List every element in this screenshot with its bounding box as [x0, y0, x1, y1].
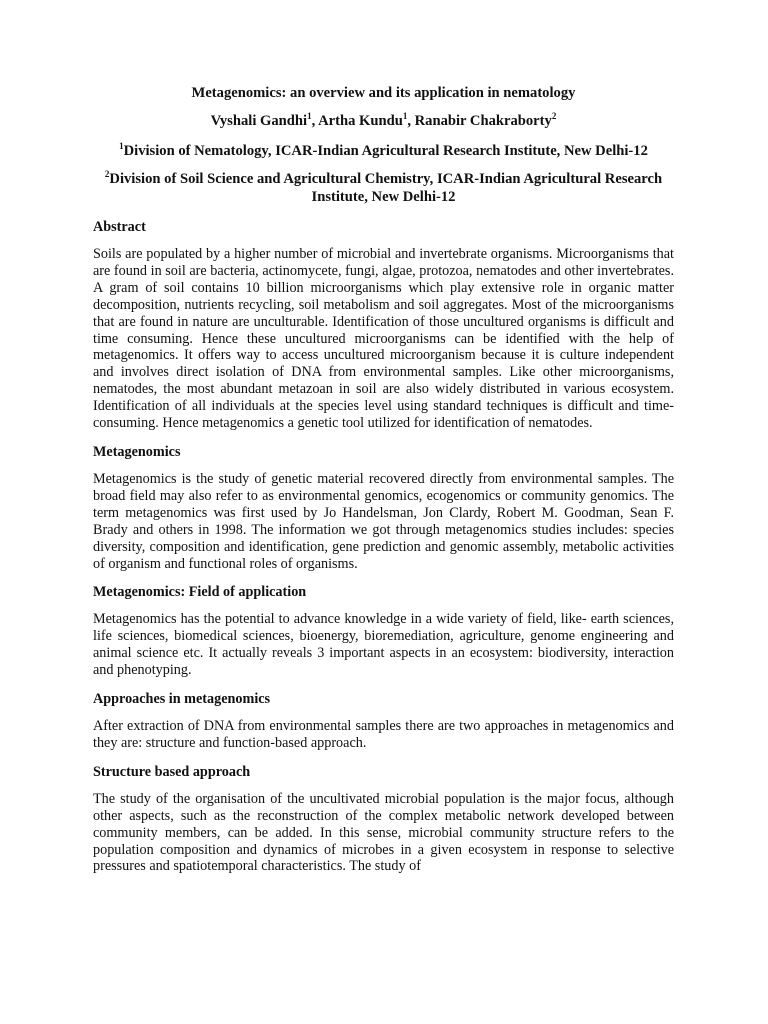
author-name: Vyshali Gandhi	[210, 113, 308, 129]
author-affiliation-mark: 1	[307, 111, 312, 122]
section-heading-structure-based: Structure based approach	[93, 763, 251, 780]
affiliation-2	[93, 170, 674, 206]
affiliation-mark: 1	[119, 141, 124, 152]
section-body-field-of-application: Metagenomics has the potential to advance knowledge in a wide variety of field, like- earth sciences, life sciences, biomedical sciences, bioenergy, bioremediation, agriculture, genome engineering and animal science etc. It actually reveals 3 important aspects in an ecosystem: biodiversity, interaction and phenotyping.	[93, 611, 674, 679]
author-separator: ,	[407, 113, 415, 129]
author-affiliation-mark: 1	[402, 111, 408, 122]
section-body-approaches: After extraction of DNA from environmental samples there are two approaches in metagenomics and they are: structure and function-based approach.	[93, 718, 674, 751]
affiliation-1	[93, 142, 674, 160]
affiliation-text: Division of Soil Science and Agricultural Chemistry, ICAR-Indian Agricultural Research Institute, New Delhi-12	[109, 171, 663, 205]
author-affiliation-mark: 2	[551, 111, 557, 122]
author-list	[93, 112, 674, 130]
paper-title: Metagenomics: an overview and its application in nematology	[191, 85, 576, 101]
author-separator: ,	[311, 113, 319, 129]
section-body-metagenomics: Metagenomics is the study of genetic material recovered directly from environmental samples. The broad field may also refer to as environmental genomics, ecogenomics or community genomics. The term metagenomics was first used by Jo Handelsman, Jon Clardy, Robert M. Goodman, Sean F. Brady and others in 1998. The information we got through metagenomics studies includes: species diversity, composition and identification, gene prediction and genomic assembly, metabolic activities of organism and functional roles of organisms.	[93, 470, 674, 572]
section-body-structure-based: The study of the organisation of the uncultivated microbial population is the major focus, although other aspects, such as the reconstruction of the complex metabolic network developed between community members, can be added. In this sense, microbial community structure refers to the population composition and dynamics of microbes in a given ecosystem in response to selective pressures and spatiotemporal characteristics. The study of	[93, 790, 674, 875]
affiliation-text: Division of Nematology, ICAR-Indian Agricultural Research Institute, New Delhi-12	[123, 143, 648, 159]
section-body-abstract: Soils are populated by a higher number of microbial and invertebrate organisms. Microorganisms that are found in soil are bacteria, actinomycete, fungi, algae, protozoa, nematodes and other invertebrates. A gram of soil contains 10 billion microorganisms which play extensive role in organic matter decomposition, nutrients recycling, soil metabolism and soil aggregates. Most of the microorganisms that are found in nature are unculturable. Identification of those uncultured organisms is difficult and time consuming. Hence these uncultured microorganisms can be identified with the help of metagenomics. It offers way to access uncultured microorganism because it is culture independent and involves direct isolation of DNA from environmental samples. Like other microorganisms, nematodes, the most abundant metazoan in soil are also widely distributed in various ecosystem. Identification of all individuals at the species level using standard techniques is difficult and time-consuming. Hence metagenomics a genetic tool utilized for identification of nematodes.	[93, 246, 674, 432]
section-heading-field-of-application: Metagenomics: Field of application	[93, 584, 307, 601]
paper-page	[93, 84, 674, 886]
section-heading-abstract: Abstract	[93, 219, 146, 235]
section-heading-approaches: Approaches in metagenomics	[93, 691, 271, 708]
author-name: Artha Kundu	[318, 113, 403, 129]
section-heading-metagenomics: Metagenomics	[93, 443, 181, 460]
author-name: Ranabir Chakraborty	[414, 113, 552, 129]
affiliation-mark: 2	[104, 169, 110, 180]
